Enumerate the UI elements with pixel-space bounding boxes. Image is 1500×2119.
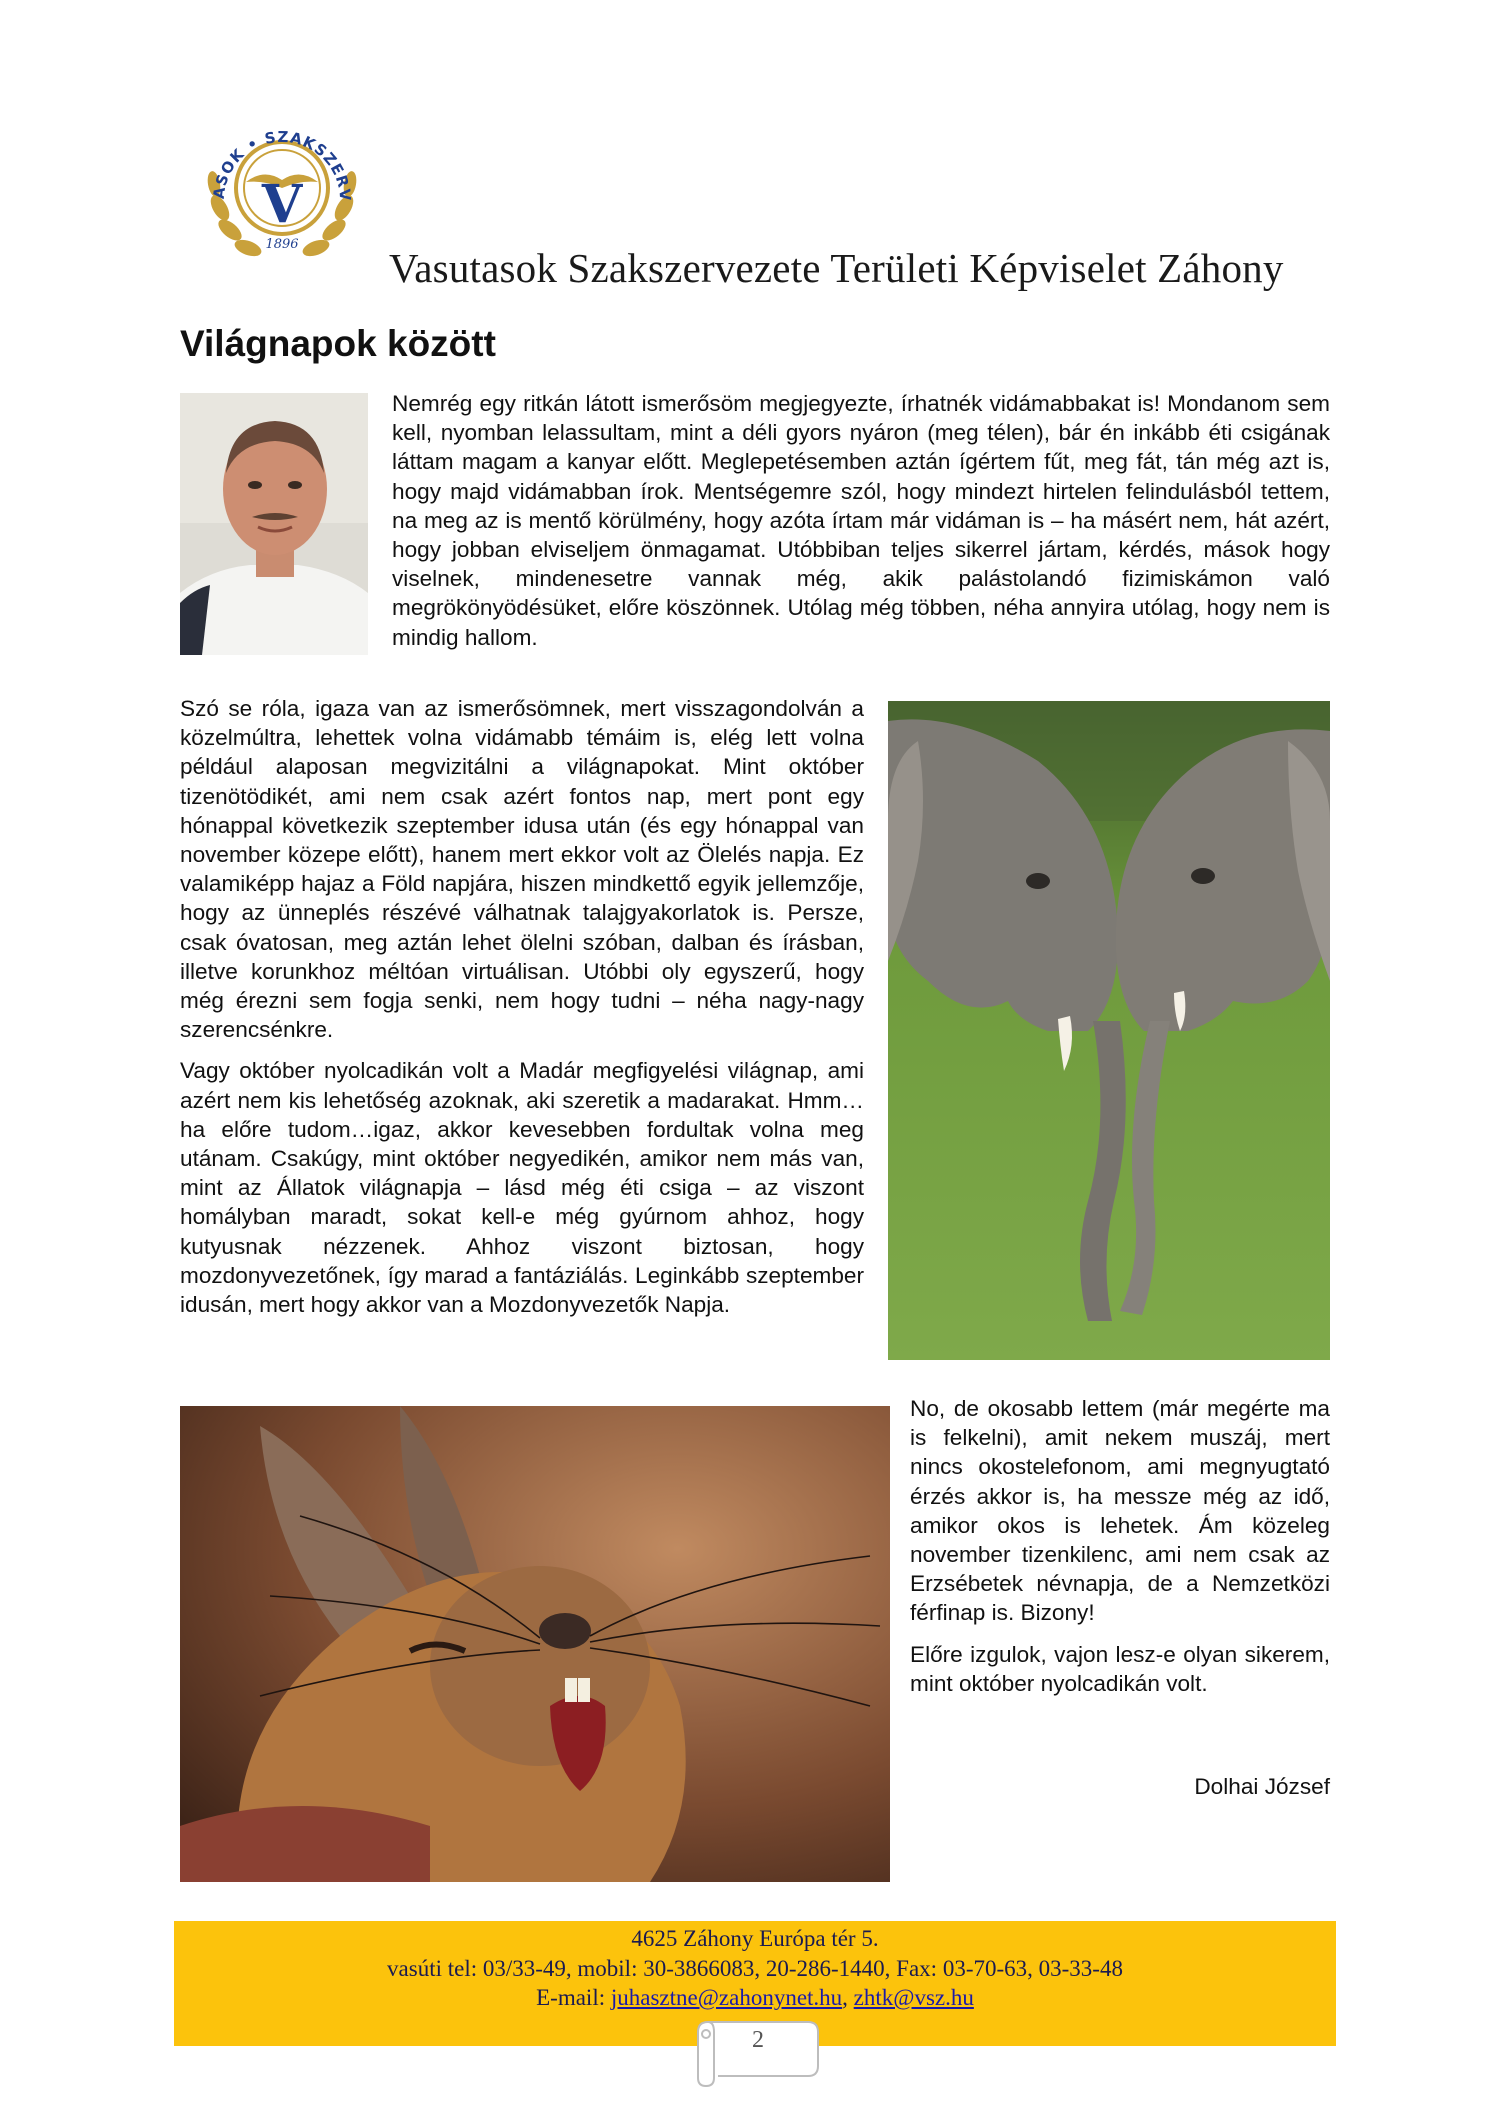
- article-paragraph: Előre izgulok, vajon lesz-e olyan sikerem, mint október nyolcadikán volt.: [910, 1641, 1330, 1696]
- article-title: Világnapok között: [180, 323, 496, 364]
- article-paragraph: No, de okosabb lettem (már megérte ma is felkelni), amit nekem muszáj, mert nincs okostelefonom, ami megnyugtató érzés akkor is, ha messze még az idő, amikor okos is lehetek. Ám közeleg november tizenkilenc, ami nem csak az Erzsébetek névnapja, de a Nemzetközi férfinap is. Bizony!: [910, 1396, 1330, 1626]
- email-link-zhtk[interactable]: zhtk@vsz.hu: [853, 1985, 974, 2010]
- yawning-viscacha-photo: [180, 1406, 890, 1882]
- article-paragraph: Szó se róla, igaza van az ismerősömnek, mert visszagondolván a közelmúltra, lehettek volna vidámabb témáim is, elég lett volna például alaposan megvizitálni a világnapokat. Mint október tizenötödikét, ami nem csak azért fontos nap, mert pont egy hónappal következik szeptember idusa után (és egy hónappal van november közepe előtt), hanem mert ekkor volt az Ölelés napja. Ez valamiképp hajaz a Föld napjára, hiszen mindkettő egyik jellemzője, hogy az ünneplés részévé válhatnak talajgyakorlatok is. Persze, csak óvatosan, meg aztán lehet ölelni szóban, dalban és írásban, illetve korunkhoz méltóan virtuálisan. Utóbbi oly egyszerű, hogy még érezni sem fogja senki, nem hogy tudni – néha nagy-nagy szerencsénkre.: [180, 696, 864, 1043]
- organization-title: Vasutasok Szakszervezete Területi Képviselet Záhony: [389, 245, 1284, 291]
- union-logo: [190, 88, 374, 276]
- page-number: 2: [752, 2027, 764, 2053]
- footer-email-line: [174, 1983, 1336, 2013]
- footer-phones: vasúti tel: 03/33-49, mobil: 30-3866083, 20-286-1440, Fax: 03-70-63, 03-33-48: [387, 1955, 1123, 1981]
- article-intro-paragraph: Nemrég egy ritkán látott ismerősöm megjegyezte, írhatnék vidámabbakat is! Mondanom sem kell, nyomban lelassultam, mint a déli gyors nyáron (meg télen), bár én inkább éti csigának láttam magam a kanyar előtt. Meglepetésemben aztán ígértem fűt, meg fát, tán még azt is, hogy majd vidámabban írok. Mentségemre szól, hogy mindezt hirtelen felindulásból tettem, na meg az is mentő körülmény, hogy azóta írtam már vidáman is – ha másért nem, hát azért, hogy jobban elviseljem önmagamat. Utóbbiban teljes sikerrel jártam, kérdés, mások hogy viselnek, mindenesetre vannak még, akik palástolandó fizimiskámon való megrökönyödésüket, előre köszönnek. Utólag még többen, néha annyira utólag, hogy nem is mindig hallom.: [392, 391, 1330, 650]
- logo-ring-text: ASOK • SZAKSZERV: [209, 127, 355, 203]
- footer-address: 4625 Záhony Európa tér 5.: [631, 1926, 879, 1951]
- elephants-photo: [888, 701, 1330, 1360]
- logo-year: 1896: [265, 237, 299, 252]
- logo-letter: V: [261, 174, 303, 235]
- author-portrait-photo: [180, 393, 368, 655]
- email-link-juhasztne[interactable]: juhasztne@zahonynet.hu: [610, 1985, 843, 2010]
- footer-email-label: E-mail:: [536, 1985, 606, 2010]
- footer-email-separator: ,: [842, 1985, 848, 2010]
- article-paragraph: Vagy október nyolcadikán volt a Madár megfigyelési világnap, ami azért nem kis lehetőség azoknak, aki szeretik a madarakat. Hmm…ha előre tudom…igaz, akkor kevesebben fordultak volna meg utánam. Csakúgy, mint október negyedikén, amikor nem más van, mint az Állatok világnapja – lásd még éti csiga – az viszont homályban maradt, sokat kell-e még gyúrnom ahhoz, hogy kutyusnak nézzenek. Ahhoz viszont biztosan, hogy mozdonyvezetőnek, így marad a fantáziálás. Leginkább szeptember idusán, mert hogy akkor van a Mozdonyvezetők Napja.: [180, 1058, 864, 1318]
- author-signature: Dolhai József: [1194, 1774, 1330, 1799]
